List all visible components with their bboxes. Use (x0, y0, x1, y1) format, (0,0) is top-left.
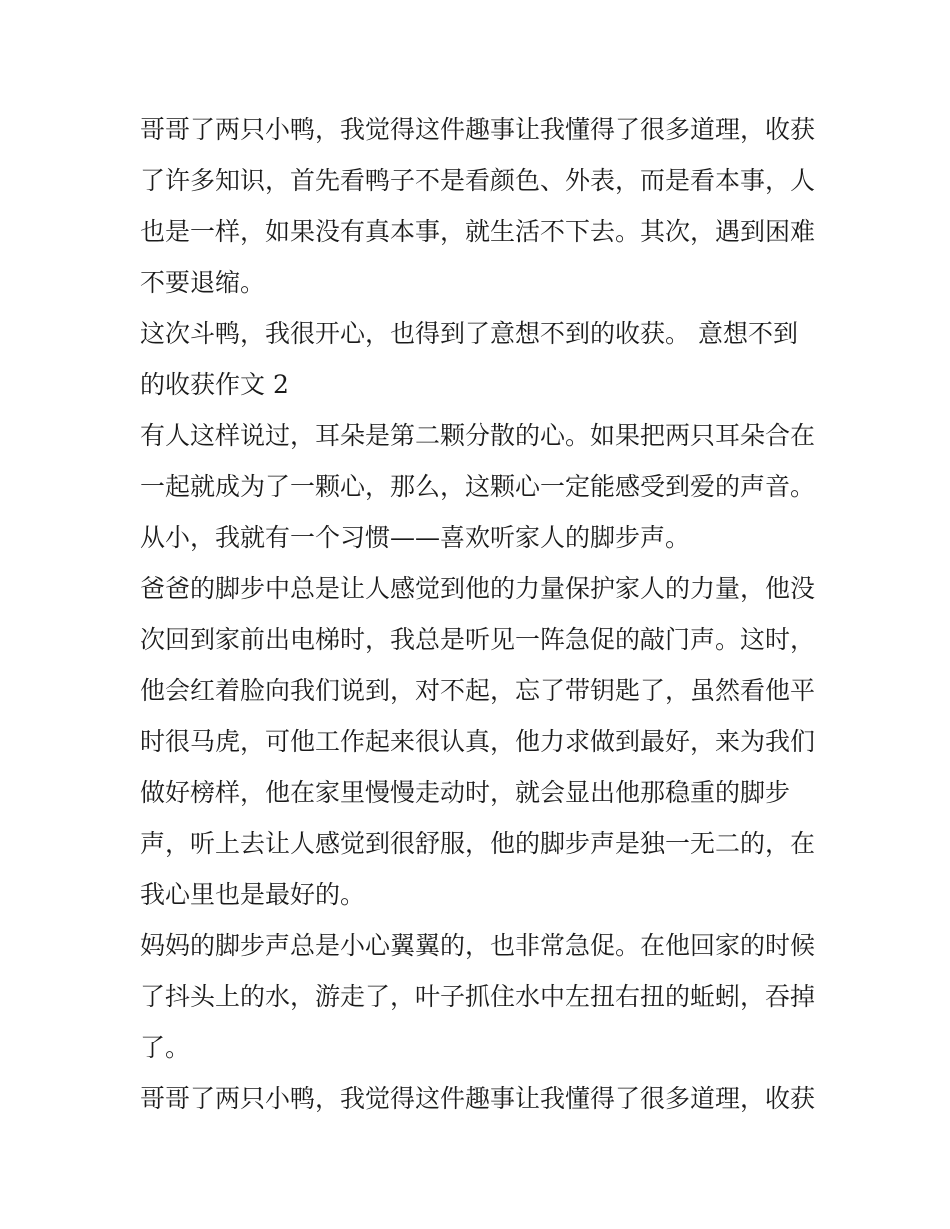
text-line: 做好榜样，他在家里慢慢走动时，就会显出他那稳重的脚步 (140, 778, 791, 807)
text-line: 我心里也是最好的。 (140, 880, 366, 909)
text-line: 他会红着脸向我们说到，对不起，忘了带钥匙了，虽然看他平 (140, 676, 816, 705)
text-line: 有人这样说过，耳朵是第二颗分散的心。如果把两只耳朵合在 (140, 421, 816, 450)
text-line: 了抖头上的水，游走了，叶子抓住水中左扭右扭的蚯蚓，吞掉 (140, 982, 816, 1011)
text-line: 了。 (140, 1033, 191, 1062)
text-line: 爸爸的脚步中总是让人感觉到他的力量保护家人的力量，他没 (140, 574, 816, 603)
text-line: 了许多知识，首先看鸭子不是看颜色、外表，而是看本事，人 (140, 166, 816, 195)
text-line: 哥哥了两只小鸭，我觉得这件趣事让我懂得了很多道理，收获 (140, 115, 816, 144)
text-line: 声，听上去让人感觉到很舒服，他的脚步声是独一无二的，在 (140, 829, 816, 858)
text-line: 一起就成为了一颗心，那么，这颗心一定能感受到爱的声音。 (140, 472, 816, 501)
text-line: 从小，我就有一个习惯——喜欢听家人的脚步声。 (140, 523, 691, 552)
text-line: 次回到家前出电梯时，我总是听见一阵急促的敲门声。这时， (140, 625, 816, 654)
body-text (140, 104, 820, 1124)
text-line: 哥哥了两只小鸭，我觉得这件趣事让我懂得了很多道理，收获 (140, 1084, 816, 1113)
text-line: 也是一样，如果没有真本事，就生活不下去。其次，遇到困难 (140, 217, 816, 246)
text-line: 时很马虎，可他工作起来很认真，他力求做到最好，来为我们 (140, 727, 816, 756)
text-line: 妈妈的脚步声总是小心翼翼的，也非常急促。在他回家的时候 (140, 931, 816, 960)
section-heading: 的收获作文 2 (140, 370, 289, 399)
text-line: 不要退缩。 (140, 268, 266, 297)
text-line: 这次斗鸭，我很开心，也得到了意想不到的收获。 意想不到 (140, 319, 798, 348)
